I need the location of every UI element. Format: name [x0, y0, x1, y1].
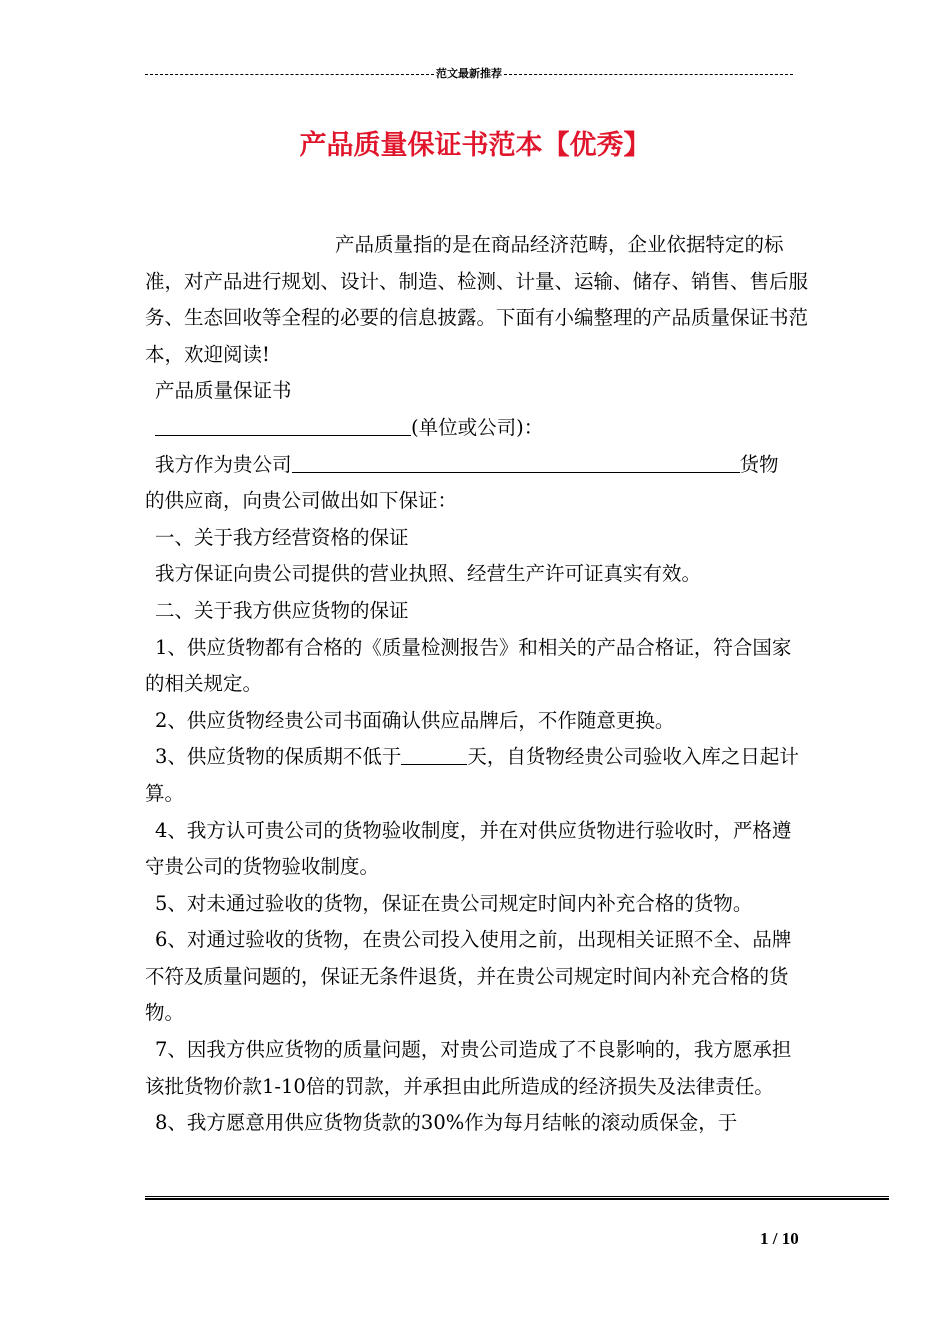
item-7: 7、因我方供应货物的质量问题，对贵公司造成了不良影响的，我方愿承担该批货物价款1-10倍的罚款，并承担由此所造成的经济损失及法律责任。 [145, 1038, 792, 1098]
header-label: 范文最新推荐 [436, 67, 502, 80]
addressee-line [145, 410, 810, 447]
supplier-line [145, 447, 810, 484]
shelf-life-blank[interactable] [401, 742, 467, 765]
addressee-blank[interactable] [155, 413, 411, 436]
item-8: 8、我方愿意用供应货物货款的30%作为每月结帐的滚动质保金，于 [155, 1111, 738, 1135]
page-header [145, 66, 793, 82]
item-3-prefix: 3、供应货物的保质期不低于 [155, 745, 402, 769]
page-number: 1 / 10 [760, 1229, 799, 1248]
section1-heading: 一、关于我方经营资格的保证 [155, 525, 409, 549]
section1-text: 我方保证向贵公司提供的营业执照、经营生产许可证真实有效。 [155, 562, 702, 586]
intro-paragraph: 产品质量指的是在商品经济范畴，企业依据特定的标准，对产品进行规划、设计、制造、检测、计量、运输、储存、销售、售后服务、生态回收等全程的必要的信息披露。下面有小编整理的产品质量保证书范本，欢迎阅读! [145, 233, 809, 366]
guarantee-heading: 产品质量保证书 [155, 379, 292, 403]
footer-rule [145, 1196, 889, 1200]
item-3-suffix: 天，自货物经贵公司验收入库之日起计算。 [145, 745, 799, 805]
document-title: 产品质量保证书范本【优秀】 [299, 130, 651, 161]
document-body [145, 227, 810, 1142]
item-5: 5、对未通过验收的货物，保证在贵公司规定时间内补充合格的货物。 [155, 891, 753, 915]
item-4: 4、我方认可贵公司的货物验收制度，并在对供应货物进行验收时，严格遵守贵公司的货物验收制度。 [145, 818, 792, 879]
section2-heading: 二、关于我方供应货物的保证 [155, 598, 409, 622]
header-dash-left [145, 74, 434, 75]
header-dash-right [504, 74, 793, 75]
supplier-prefix: 我方作为贵公司 [155, 452, 292, 476]
item-2: 2、供应货物经贵公司书面确认供应品牌后，不作随意更换。 [155, 708, 675, 732]
goods-blank[interactable] [292, 450, 740, 473]
item-1: 1、供应货物都有合格的《质量检测报告》和相关的产品合格证，符合国家的相关规定。 [145, 635, 792, 696]
addressee-suffix: (单位或公司)： [411, 415, 544, 439]
item-6: 6、对通过验收的货物，在贵公司投入使用之前，出现相关证照不全、品牌不符及质量问题的，保证无条件退货，并在贵公司规定时间内补充合格的货物。 [145, 928, 792, 1025]
item-3 [145, 739, 810, 812]
supplier-continuation: 的供应商，向贵公司做出如下保证： [145, 489, 458, 513]
supplier-suffix: 货物 [739, 452, 779, 476]
